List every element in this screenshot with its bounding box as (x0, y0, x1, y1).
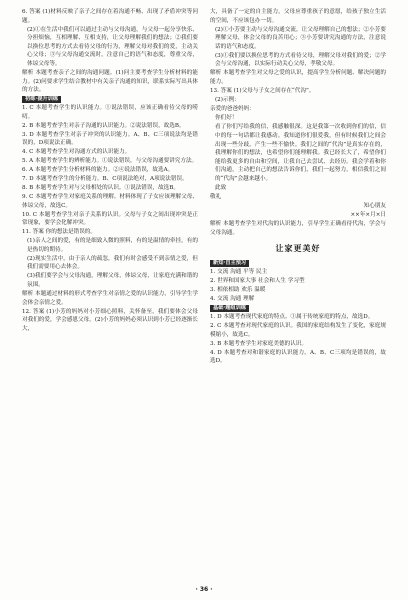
section-heading-row (22, 95, 198, 104)
answer-paragraph: (1)亲人之间的爱，有的是细致入微的照料，有的是温情的牵挂，有的是热切的期待。 (27, 238, 198, 253)
section-heading: 基础·题组训练 (210, 305, 249, 312)
answer-paragraph: ××年×月×日 (350, 211, 386, 218)
answer-paragraph: 2. B 本题考查学生对亲子沟通的认识能力。②说法错误，故选B。 (22, 122, 185, 129)
left-column (22, 8, 198, 334)
page-number: · 36 · (195, 586, 213, 593)
answer-paragraph: 4. C 本题考查学生对沟通方式的认识能力。 (22, 149, 131, 156)
answer-paragraph: 8. B 本题考查学生对与父母相处的认识。①说法错误，故选B。 (22, 185, 179, 192)
page (22, 8, 390, 588)
answer-paragraph: 你们好！ (215, 115, 238, 122)
answer-paragraph: 知心朋友 (363, 202, 386, 209)
section-heading-row (210, 259, 386, 268)
answer-paragraph: 解析 本题考查学生对父母之爱的认识，提高学生分析问题、解决问题的能力。 (210, 70, 386, 85)
answer-paragraph: (2)①在生活中我们可以通过主动与父母沟通，与父母一起分享快乐、分担烦恼，互相理解、互相支持，让父母理解我们的想法；②我们要以换位思考的方式去看待父母的行为，理解父母对我们的爱，主动关心父母；③与父母沟通交流时，注意自己的语气和态度，尊重父母，体谅父母等。 (27, 26, 198, 67)
answer-paragraph: 敬礼 (210, 193, 222, 200)
answer-paragraph: 1. 交流 沟通 平等 民主 (210, 269, 268, 276)
answer-paragraph: (2)①小芳要主动与父母沟通交流，让父母理解自己的想法；②小芳要理解父母，体会父母的良苦用心；③小芳要讲究沟通的方法，注意说话的语气和态度。 (215, 26, 386, 50)
answer-paragraph: 大，具备了一定的自主能力，父母应尊重孩子的意愿，给孩子独立生活的空间，不应该包办一切。 (210, 9, 386, 24)
answer-paragraph: 12. 答案 (1)小芳的妈妈对小芳细心照料，关怀备至，我们要体会父母对我们的爱，学会感恩父母。(2)小芳的妈妈必须认识到小芳已经逐渐长大， (22, 308, 198, 332)
answer-paragraph: 解析 本题考查学生对代沟的认识能力，引导学生正确看待代沟，学会与父母沟通。 (210, 220, 386, 236)
page-number-value: 36 (199, 586, 209, 593)
answer-paragraph: 解析 本题通过材料的形式考查学生对亲情之爱的认识能力，引导学生学会体会亲情之爱。 (22, 291, 198, 306)
answer-paragraph: 13. 答案 (1)父母与子女之间存在“代沟”。 (210, 87, 315, 94)
answer-paragraph: 9. C 本题考查学生对家庭关系的理解。材料体现了子女应该理解父母、体谅父母，故选C。 (22, 194, 198, 209)
answer-paragraph: 1. D 本题考查现代家庭的特点。①属于传统家庭的特点，故选D。 (210, 314, 374, 321)
answer-paragraph: (3)①我们要以换位思考的方式看待父母，理解父母对我们的爱；②学会与父母沟通，以实际行动关心父母，孝敬父母。 (215, 52, 386, 68)
answer-paragraph: 3. B 本题考查学生对家庭美德的认识。 (210, 340, 307, 347)
answer-paragraph: 10. C 本题考查学生对亲子关系的认识。父母与子女之间出现冲突是正常现象，要学会化解冲突。 (22, 211, 198, 227)
section-heading: 初练·提升训练 (22, 96, 61, 103)
answer-paragraph: 3. D 本题考查学生对亲子冲突的认识能力。A、B、C三项说法均是错误的，D项说法正确。 (22, 131, 198, 147)
answer-paragraph: (3)我们要学会与父母沟通，理解父母，体谅父母，让家庭充满和谐的氛围。 (27, 273, 198, 289)
answer-paragraph: 6. A 本题考查学生分析材料的能力。②④说法错误，故选A。 (22, 167, 174, 174)
answer-paragraph: 7. D 本题考查学生的分析能力。B、C项说法绝对，A项说法错误。 (22, 176, 188, 183)
lesson-title: 让家更美好 (275, 244, 321, 254)
section-heading: 新知·自主预习 (210, 260, 249, 267)
answer-paragraph: 4. 交流 沟通 理解 (210, 296, 255, 303)
answer-paragraph: 3. 相依相助 欢乐 温暖 (210, 287, 266, 294)
answer-paragraph: 2. 世界和国家大事 社会和人生 学习型 (210, 278, 305, 285)
answer-paragraph: 解析 本题考查亲子之间的沟通问题。(1)问主要考查学生分析材料的能力。(2)问要求学生结合教材中有关亲子沟通的知识，联系实际写出具体的方法。 (22, 69, 198, 94)
answer-paragraph: 5. A 本题考查学生的辨析能力。①说法错误，与父母沟通要讲究方法。 (22, 158, 198, 165)
answer-paragraph: 11. 答案 你的想法是错误的。 (22, 229, 96, 236)
answer-paragraph: 此致 (215, 185, 227, 191)
answer-paragraph: 1. C 本题考查学生的认识能力。①说法错误，应该正确看待父母的唠叨。 (22, 105, 198, 120)
answer-paragraph: 看了你们写给我的信，我感触很深。这是我第一次收到你们的信，信中的每一句话都让我感动。我知道你们很爱我，但有时候我们之间会出现一些分歧，产生一些不愉快。我们之间的“代沟”是真实存在的，我理解你们的想法，也希望你们能理解我。我已经长大了，希望你们能给我更多的自由和空间，让我自己去尝试、去经历。我会学着和你们沟通，主动把自己的想法告诉你们，我们一起努力，相信我们之间的“代沟”会越来越小。 (215, 124, 386, 183)
answer-paragraph: 亲爱的爸爸妈妈： (210, 106, 255, 113)
answer-paragraph: 6. 答案 (1)材料反映了亲子之间存在着沟通不畅、出现了矛盾冲突等问题。 (22, 9, 198, 24)
answer-paragraph: 2. C 本题考查对现代家庭的认识。我国的家庭结构发生了变化，家庭规模缩小，故选C。 (210, 323, 386, 338)
section-heading-row (210, 304, 386, 313)
answer-paragraph: 4. D 本题考查对和谐家庭的认识能力。A、B、C三项均是错误的，故选D。 (210, 349, 386, 365)
right-column (210, 8, 386, 366)
answer-paragraph: (2)现实生活中，由于亲人的疏忽，我们有时会感受不到亲情之爱，但我们需要用心去体会。 (27, 255, 198, 271)
answer-paragraph: (2)示例： (215, 96, 240, 103)
